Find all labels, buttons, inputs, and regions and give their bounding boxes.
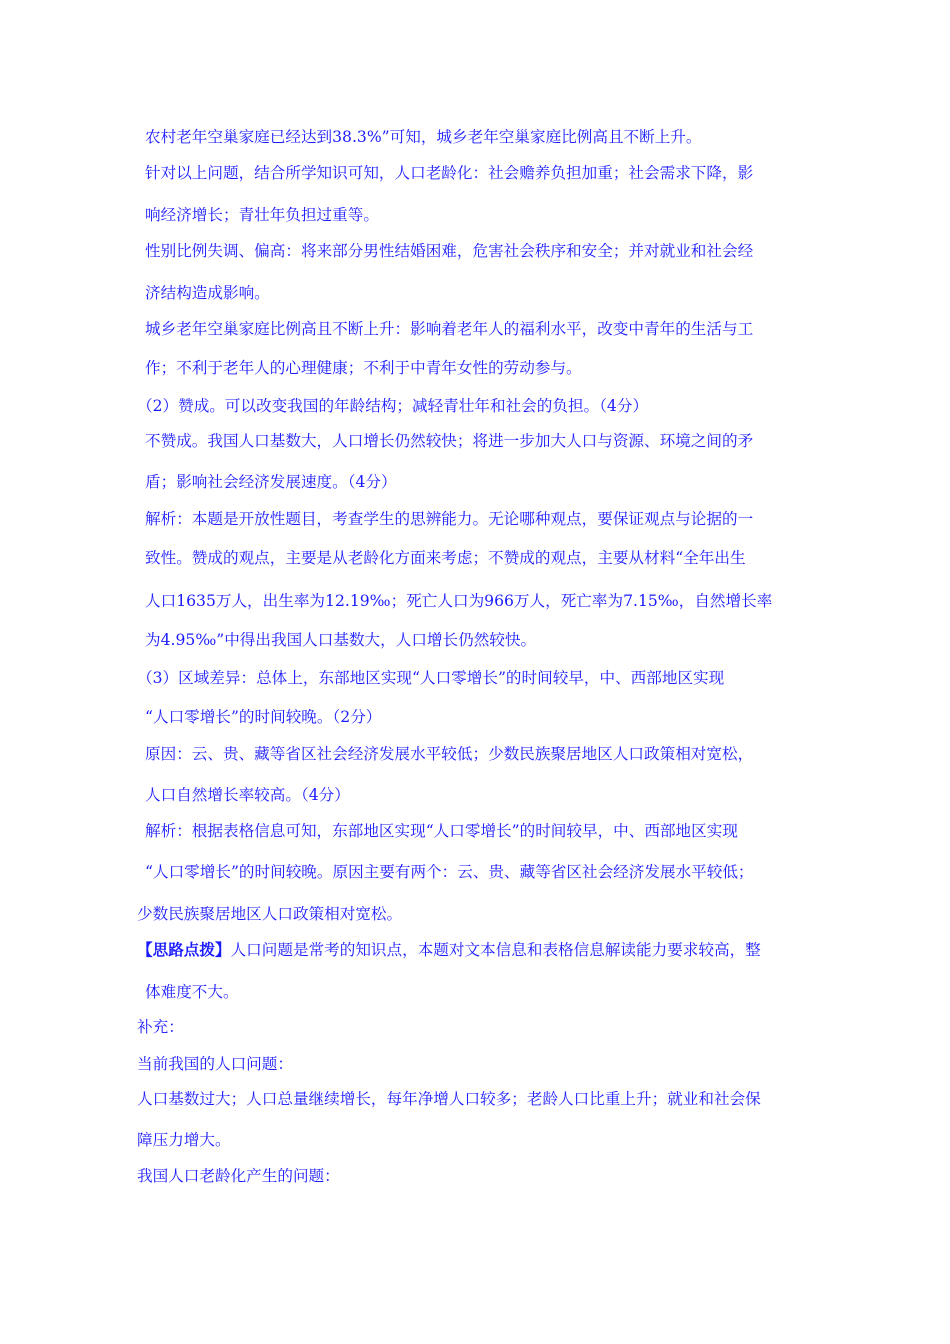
text-line: 农村老年空巢家庭已经达到38.3%”可知，城乡老年空巢家庭比例高且不断上升。 [145,128,702,146]
text-line: 我国人口老龄化产生的问题： [137,1167,340,1185]
text-line: 为4.95‰”中得出我国人口基数大，人口增长仍然较快。 [145,631,537,649]
text-line: 障压力增大。 [137,1131,231,1149]
text-line: 人口1635万人，出生率为12.19‰；死亡人口为966万人，死亡率为7.15‰，自然增长率 [145,592,773,610]
text-line: “人口零增长”的时间较晚。原因主要有两个：云、贵、藏等省区社会经济发展水平较低； [145,863,754,881]
text-line: 盾；影响社会经济发展速度。（4分） [145,473,397,491]
text-line: 性别比例失调、偏高：将来部分男性结婚困难，危害社会秩序和安全；并对就业和社会经 [145,242,754,260]
text-line: 人口自然增长率较高。（4分） [145,786,350,804]
text-line: 不赞成。我国人口基数大，人口增长仍然较快；将进一步加大人口与资源、环境之间的矛 [145,432,754,450]
text-line: “人口零增长”的时间较晚。（2分） [145,708,382,726]
text-line: 当前我国的人口问题： [137,1055,293,1073]
text-line: 作；不利于老年人的心理健康；不利于中青年女性的劳动参与。 [145,359,582,377]
text-line: 致性。赞成的观点，主要是从老龄化方面来考虑；不赞成的观点，主要从材料“全年出生 [145,549,746,567]
text-line: 济结构造成影响。 [145,284,270,302]
tip-line [137,940,761,960]
text-line: 体难度不大。 [145,983,239,1001]
text-line: 响经济增长；青壮年负担过重等。 [145,206,379,224]
text-line: 人口基数过大；人口总量继续增长，每年净增人口较多；老龄人口比重上升；就业和社会保 [137,1090,761,1108]
tip-text: 人口问题是常考的知识点，本题对文本信息和表格信息解读能力要求较高，整 [230,941,761,959]
text-line: 针对以上问题，结合所学知识可知，人口老龄化：社会赡养负担加重；社会需求下降，影 [145,164,754,182]
text-line: 原因：云、贵、藏等省区社会经济发展水平较低；少数民族聚居地区人口政策相对宽松， [145,745,754,763]
tip-label: 【思路点拨】 [137,940,231,959]
text-line: 解析：本题是开放性题目，考查学生的思辨能力。无论哪种观点，要保证观点与论据的一 [145,510,754,528]
text-line: 城乡老年空巢家庭比例高且不断上升：影响着老年人的福利水平，改变中青年的生活与工 [145,320,754,338]
text-line: 少数民族聚居地区人口政策相对宽松。 [137,905,403,923]
text-line: （3）区域差异：总体上，东部地区实现“人口零增长”的时间较早，中、西部地区实现 [137,669,725,687]
text-line: （2）赞成。可以改变我国的年龄结构；减轻青壮年和社会的负担。（4分） [137,397,649,415]
text-line: 解析：根据表格信息可知，东部地区实现“人口零增长”的时间较早，中、西部地区实现 [145,822,738,840]
text-line: 补充： [137,1018,184,1036]
